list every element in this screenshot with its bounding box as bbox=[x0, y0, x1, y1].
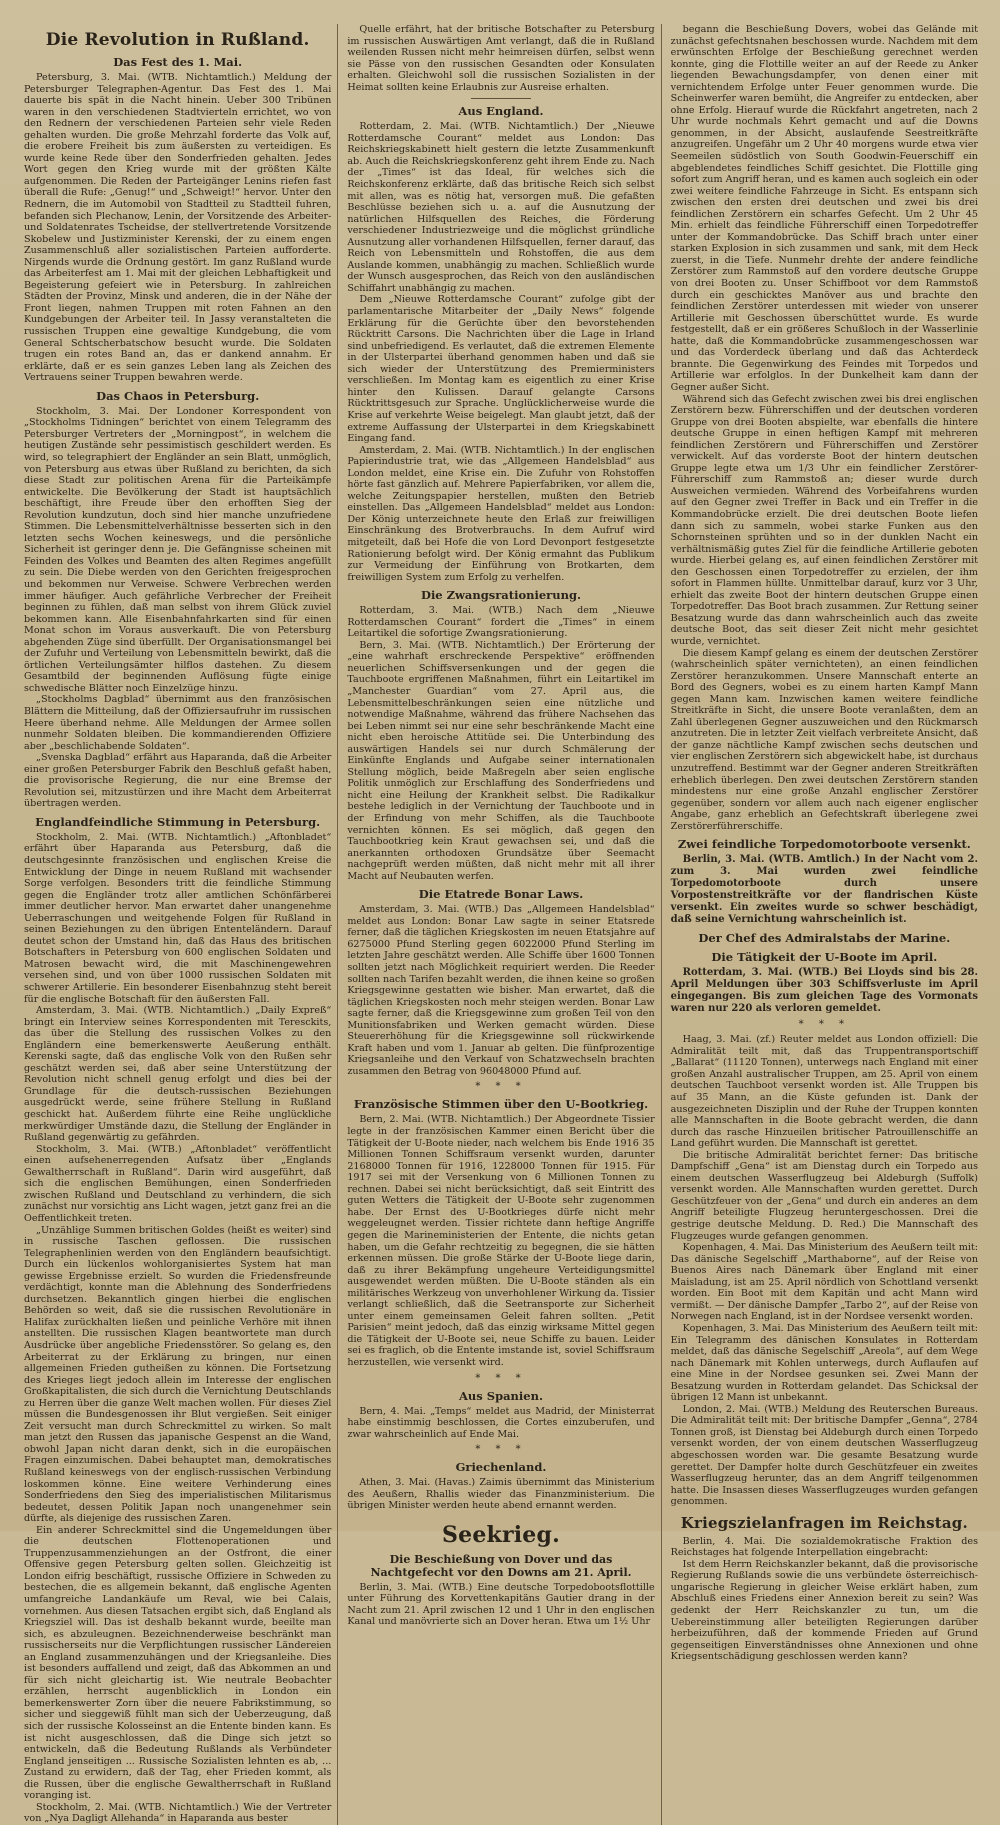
separator-stars: * * * bbox=[475, 1081, 527, 1093]
article-paragraph: Stockholm, 3. Mai. Der Londoner Korrespondent von „Stockholms Tidningen“ berichtet von einem Telegramm des Petersburger Vertreters der „Morningpost“, in welchem die heutigen Zustände sehr pessimistisch geschildert werden. Es wird, so telegraphiert der Engländer an sein Blatt, unmöglich, von Petersburg aus etwas über Rußland zu berichten, da sich diese Stadt zur politischen Arena für die Parteikämpfe entwickelte. Die Bevölkerung der Stadt ist hauptsächlich beschäftigt, ihre Freude über den erhofften Sieg der Revolution kundzutun, doch sind hier manche unzufriedene Stimmen. Die Lebensmittelverhältnisse besserten sich in den letzten sechs Wochen keineswegs, und die persönliche Sicherheit ist geringer denn je. Die Gefängnisse scheinen mit Feinden des Volkes und Beamten des alten Regimes angefüllt zu sein. Die Diebe werden von den Gerichten freigesprochen und bekommen nur Verweise. Schwere Verbrechen werden immer häufiger. Auch gefährliche Verbrecher der Freiheit beginnen zu fühlen, daß man selbst von ihrem Glück zuviel bekommen kann. Alle Eisenbahnfahrkarten sind für einen Monat schon im Voraus ausverkauft. Die von Petersburg abgehenden Züge sind überfüllt. Der Organisationsmangel bei der Zufuhr und Verteilung von Lebensmitteln bewirkt, daß die örtlichen Verteilungsämter hilflos dastehen. Zu diesem Gesamtbild der beginnenden Auflösung fügte einige schwedische Blätter noch Einzelzüge hinzu. bbox=[24, 405, 332, 694]
article-paragraph: London, 2. Mai. (WTB.) Meldung des Reuterschen Bureaus. Die Admiralität teilt mit: Der britische Dampfer „Genna“, 2784 Tonnen groß, ist Dienstag bei Aldeburgh durch einen Torpedo versenkt worden, der von einem deutschen Wasserflugzeug abgeschossen worden war. Die gesamte Besatzung wurde gerettet. Der Dampfer holte durch Geschützfeuer ein zweites Wasserflugzeug herunter, das an dem Angriff teilgenommen hatte. Die Insassen dieses Wasserflugzeuges wurden gefangen genommen. bbox=[670, 1403, 978, 1508]
subheadline-franzoesische-stimmen: Französische Stimmen über den U-Bootkrieg. bbox=[353, 1097, 649, 1112]
article-paragraph: Amsterdam, 2. Mai. (WTB. Nichtamtlich.) In der englischen Papierindustrie trat, wie das „Allgemeen Handelsblad“ aus London meldet, eine Krise ein. Die Zufuhr von Rohstoffen hörte fast gänzlich auf. Mehrere Papierfabriken, vor allem die, welche Zeitungspapier herstellen, mußten den Betrieb einstellen. Das „Allgemeen Handelsblad“ meldet aus London: Der König unterzeichnete heute den Erlaß zur freiwilligen Einschränkung des Brotverbrauchs. In dem Aufruf wird mitgeteilt, daß bei Hofe die von Lord Devonport festgesetzte Rationierung befolgt wird. Der König ermahnt das Publikum zur Vermeidung der Einführung von Brotkarten, dem freiwilligen System zum Erfolg zu verhelfen. bbox=[347, 444, 655, 583]
article-paragraph: Stockholm, 2. Mai. (WTB. Nichtamtlich.) Wie der Vertreter von „Nya Dagligt Allehanda“ in Haparanda aus bester bbox=[24, 1801, 332, 1825]
article-paragraph: Berlin, 3. Mai. (WTB.) Eine deutsche Torpedobootsflottille unter Führung des Korvettenkapitäns Gautier drang in der Nacht zum 21. April zwischen 12 und 1 Uhr in den englischen Kanal und manövrierte sich an Dover heran. Etwa um 1½ Uhr bbox=[347, 1581, 655, 1628]
subheadline-englandfeindlich: Englandfeindliche Stimmung in Petersburg. bbox=[35, 814, 321, 829]
headline-revolution: Die Revolution in Rußland. bbox=[45, 30, 310, 50]
subheadline-zwangsrationierung: Die Zwangsrationierung. bbox=[420, 588, 581, 603]
article-paragraph: Dem „Nieuwe Rotterdamsche Courant“ zufolge gibt der parlamentarische Mitarbeiter der „Daily News“ folgende Erklärung für die Gerüchte über den bevorstehenden Rücktritt Carsons. Die Nachrichten über die Lage in Irland sind unbefriedigend. Es verlautet, daß die extremen Elemente in der Ulsterpartei überhand genommen haben und daß sie sich wieder der Unterstützung des Premierministers verschließen. Im Montag kam es eigentlich zu einer Krise hinter den Kulissen. Darauf gelangte Carsons Rücktrittsgesuch zur Sprache. Unglücklicherweise wurde die Krise auf verkehrte Weise beigelegt. Man glaubt jetzt, daß der extreme Auffassung der Ulsterpartei in dem Kriegskabinett Eingang fand. bbox=[347, 294, 655, 445]
column-1 bbox=[22, 24, 331, 1825]
article-paragraph: Bern, 4. Mai. „Temps“ meldet aus Madrid, der Ministerrat habe einstimmig beschlossen, die Cortes einzuberufen, und zwar wahrscheinlich auf Ende Mai. bbox=[347, 1405, 655, 1440]
article-paragraph: Ein anderer Schreckmittel sind die Ungemeldungen über die deutschen Flottenoperationen und Truppenzusammenziehungen an der Ostfront, die einer Offensive gegen Petersburg gelten sollen. Gleichzeitig ist London eifrig beschäftigt, russische Offiziere in Schweden zu bestechen, die es allgemein bekannt, daß englische Agenten umfangreiche Landankäufe um Reval, wie bei Calais, vornehmen. Aus diesen Tatsachen ergibt sich, daß England als Kriegsziel will. Das ist deshalb bekannt wurde, beeilte man sich, es abzuleugnen. Bezeichnenderweise beschränkt man russischerseits nur die Verpflichtungen russischer Ländereien an England zusammenzuhängen und der Kriegsanleihe. Dies ist besonders auffallend und zeigt, daß das Abkommen an und für sich nicht gleichartig ist. Wie neutrale Beobachter erzählen, herrscht augenblicklich in London ein bemerkenswerter Zorn über die neuere Fabrikstimmung, so sicher und sieggewiß fühlt man sich der Ueberzeugung, daß sich der russische Kolosseinst an die Entente binden kann. Es ist nicht ausgeschlossen, daß die Dinge sich jetzt so entwickeln, daß die Bedeutung Rußlands als Verbündeter England jenseitigen ... Russische Sozialisten lehnten es ab, ... Zustand zu erwidern, daß der Tag, eher Frieden kommt, als die Russen, über die englische Gewaltherrschaft in Rußland voranging ist. bbox=[24, 1524, 332, 1802]
subheadline-aus-england: Aus England. bbox=[458, 104, 544, 119]
article-paragraph: Stockholm, 3. Mai. (WTB.) „Aftonbladet“ veröffentlicht einen aufsehenerregenden Aufsatz über „Englands Gewaltherrschaft in Rußland“. Darin wird ausgeführt, daß sich die englischen Bemühungen, einen Sonderfrieden zwischen Rußland und Deutschland zu verhindern, die sich zunächst nur vorsichtig ans Licht wagen, jetzt ganz frei an die Oeffentlichkeit treten. bbox=[24, 1143, 332, 1224]
article-paragraph: Die britische Admiralität berichtet ferner: Das britische Dampfschiff „Gena“ ist am Dienstag durch ein Torpedo aus einem deutschen Wasserflugzeug bei Aldeburgh (Suffolk) versenkt worden. Alle Mannschaften wurden gerettet. Durch Geschützfeuer von der „Gena“ und durch ein anderes an dem Angriff beteiligte Flugzeug heruntergeschossen. Drei die gestrige deutsche Meldung. D. Red.) Die Mannschaft des Flugzeuges wurde gefangen genommen. bbox=[670, 1149, 978, 1242]
article-paragraph: Rotterdam, 3. Mai. (WTB.) Bei Lloyds sind bis 28. April Meldungen über 303 Schiffsverluste im April eingegangen. Bis zum gleichen Tage des Vormonats waren nur 220 als verloren gemeldet. bbox=[670, 967, 978, 1015]
article-paragraph: „Stockholms Dagblad“ übernimmt aus den französischen Blättern die Mitteilung, daß der Offiziersaufruhr im russischen Heere überhand nehme. Alle Meldungen der Armee sollen nunmehr Soldaten bleiben. Die kommandierenden Offiziere aber „beschlichabende Soldaten“. bbox=[24, 694, 332, 752]
article-paragraph: Haag, 3. Mai. (zf.) Reuter meldet aus London offiziell: Die Admiralität teilt mit, daß das Truppentransportschiff „Ballarat“ (11120 Tonnen), unterwegs nach England mit einer großen Anzahl australischer Truppen, am 25. April von einem deutschen Tauchboot versenkt worden ist. Alle Truppen bis auf 35 Mann, an die Küste gefunden ist. Dank der ausgezeichneten Disziplin und der Ruhe der Truppen konnten alle Mannschaften in die Boote gebracht werden, die dann durch das rasche Hinzueilen britischer Patrouillenschiffe an Land geführt wurden. Die Mannschaft ist gerettet. bbox=[670, 1034, 978, 1150]
article-paragraph: Kopenhagen, 4. Mai. Das Ministerium des Aeußern teilt mit: Das dänische Segelschiff „Marthaborne“, auf der Reise von Buenos Aires nach Dänemark über England mit einer Maisladung, ist am 25. April nördlich von Schottland versenkt worden. Ein Boot mit dem Kapitän und acht Mann wird vermißt. — Der dänische Dampfer „Tarbo 2“, auf der Reise von Norwegen nach England, ist in der Nordsee versenkt worden. bbox=[670, 1242, 978, 1323]
separator-stars: * * * bbox=[475, 1372, 527, 1384]
article-paragraph: Rotterdam, 3. Mai. (WTB.) Nach dem „Nieuwe Rotterdamschen Courant“ fordert die „Times“ in einem Leitartikel die sofortige Zwangsrationierung. bbox=[347, 605, 655, 640]
subheadline-etatrede: Die Etatrede Bonar Laws. bbox=[418, 887, 584, 902]
column-2 bbox=[345, 24, 654, 1825]
article-paragraph: Quelle erfährt, hat der britische Botschafter zu Petersburg im russischen Auswärtigen Amt verlangt, daß die in Rußland weilenden Russen nicht mehr heimreisen dürfen, selbst wenn sie Pässe von den russischen Gesandten oder Konsulaten erhalten. Gleichwohl soll die russischen Sozialisten in der Heimat sollten keine Erlaubnis zur Ausreise erhalten. bbox=[347, 24, 655, 93]
article-paragraph: Amsterdam, 3. Mai. (WTB.) Das „Allgemeen Handelsblad“ meldet aus London: Bonar Law sagte in seiner Etatsrede ferner, daß die täglichen Kriegskosten im neuen Etatsjahre auf 6275000 Pfund Sterling gegen 6022000 Pfund Sterling im letzten Jahre geschätzt werden. Alle Schiffe über 1600 Tonnen sollten jetzt nach Möglichkeit requiriert werden. Die Reeder sollten nach Tarifen bezahlt werden, die ihnen keine so großen Kriegsgewinne gestatten wie bisher. Man erwartet, daß die täglichen Kriegskosten noch mehr steigen werden. Bonar Law sagte ferner, daß die Kriegsgewinne zum großen Teil von den Munitionsfabriken und Werken gemacht würden. Diese Steuererhöhung für die Kriegsgewinne soll rückwirkende Kraft haben und vom 1. Januar ab gelten. Die fünfprozentige Kriegsanleihe und den Verkauf von Schatzwechseln brachten zusammen den Betrag von 96048000 Pfund auf. bbox=[347, 904, 655, 1077]
article-paragraph: Petersburg, 3. Mai. (WTB. Nichtamtlich.) Meldung der Petersburger Telegraphen-Agentur. Das Fest des 1. Mai dauerte bis spät in die Nacht hinein. Ueber 300 Tribünen waren in den verschiedenen Stadtvierteln errichtet, wo von den Rednern der verschiedenen Parteien sehr viele Reden gehalten wurden. Die große Mehrzahl forderte das Volk auf, die erobere Freiheit bis zum äußersten zu verteidigen. Es wurde keine Rede über den Sonderfrieden gehalten. Jedes Wort gegen den Krieg wurde mit der größten Kälte aufgenommen. Die Reden der Parteigänger Lenins riefen fast überall die Rufe: „Genug!“ und „Schweigt!“ hervor. Unter den Rednern, die im Automobil von Stadtteil zu Stadtteil fuhren, befanden sich Plechanow, Lenin, der Vorsitzende des Arbeiter- und Soldatenrates Tscheidse, der stellvertretende Vorsitzende Skobelew und Justizminister Kerenski, der zu einem engen Zusammenschluß aller sozialistischen Parteien aufforderte. Nirgends wurde die Ordnung gestört. Im ganz Rußland wurde das Arbeiterfest am 1. Mai mit der gleichen Lebhaftigkeit und Begeisterung gefeiert wie in Petersburg. In zahlreichen Städten der Provinz, Minsk und anderen, die in der Nähe der Front liegen, nahmen Truppen mit roten Fahnen an den Kundgebungen der Arbeiter teil. In Jassy veranstalteten die russischen Truppen eine gewaltige Kundgebung, die vom General Schtscherbatschow besucht wurde. Die Soldaten trugen ein rotes Band an, das er dankend annahm. Er erklärte, daß er es sein ganzes Leben lang als Zeichen des Vertrauens seiner Truppen bewahren werde. bbox=[24, 72, 332, 384]
article-paragraph: Ist dem Herrn Reichskanzler bekannt, daß die provisorische Regierung Rußlands sowie die uns verbündete österreichisch-ungarische Regierung in gleicher Weise erklärt haben, zum Abschluß eines Friedens einer Annexion bereit zu sein? Was gedenkt der Herr Reichskanzler zu tun, um die Uebereinstimmung aller beteiligten Regierungen darüber herbeizuführen, daß der kommende Frieden auf Grund gegenseitigen Einverständnisses ohne Annexionen und ohne Kriegsentschädigung geschlossen werden kann? bbox=[670, 1558, 978, 1663]
signature-admiralstab: Der Chef des Admiralstabs der Marine. bbox=[698, 931, 951, 946]
article-paragraph: Rotterdam, 2. Mai. (WTB. Nichtamtlich.) Der „Nieuwe Rotterdamsche Courant“ meldet aus London: Das Reichskriegskabinett hielt gestern die letzte Zusammenkunft ab. Auch die Reichskriegskonferenz geht ihrem Ende zu. Nach der „Times“ ist das Ideal, für welches sich die Reichskonferenz erklärte, daß das britische Reich sich selbst mit allen, was es nötig hat, versorgen muß. Die gefaßten Beschlüsse beziehen sich u. a. auf die Ausnutzung der natürlichen Hilfsquellen des Reiches, die Förderung verschiedener Industriezweige und die möglichst gründliche Ausnutzung aller vorhandenen Hilfsquellen, ferner darauf, das Reich von Lebensmitteln und Rohstoffen, die aus dem Auslande kommen, unabhängig zu machen. Schließlich wurde der Wunsch ausgesprochen, das Reich von den ausländischen Schiffahrt unabhängig zu machen. bbox=[347, 121, 655, 294]
article-paragraph: Berlin, 3. Mai. (WTB. Amtlich.) In der Nacht vom 2. zum 3. Mai wurden zwei feindliche Torpedomotorboote durch unsere Vorpostenstreitkräfte vor der flandrischen Küste versenkt. Ein zweites wurde so schwer beschädigt, daß seine Vernichtung wahrscheinlich ist. bbox=[670, 854, 978, 926]
article-paragraph: „Svenska Dagblad“ erfährt aus Haparanda, daß die Arbeiter einer großen Petersburger Fabrik den Beschluß gefaßt haben, die provisorische Regierung, die nur eine Bremse der Revolution sei, mitzustürzen und ihre Macht dem Arbeiterrat übertragen werden. bbox=[24, 752, 332, 810]
article-paragraph: Bern, 3. Mai. (WTB. Nichtamtlich.) Der Erörterung der „eine wahrhaft erschreckende Perspektive“ eröffnenden neuerlichen Schiffsversenkungen und der gegen die Tauchboote ergriffenen Maßnahmen, führt ein Leitartikel im „Manchester Guardian“ vom 27. April aus, die Lebensmittelbeschränkungen seien eine nützliche und notwendige Maßnahme, während das frühere Nachsehen das bei Leben nimmt sei nur eine sehr beschränkende Macht eine nicht eben heroische Attitüde sei. Die Unterbindung des auswärtigen Handels sei nur durch Schmälerung der Einkünfte Englands und Aufgabe seiner internationalen Stellung möglich, beide Maßregeln aber seien englische Politik unmöglich zur Erschlaffung des Sonderfriedens und nicht eine Heilung der Krankheit selbst. Die Radikalkur bestehe lediglich in der Vernichtung der Tauchboote und in der Erfindung von mehr Schiffen, als die Tauchboote vernichten können. Es sei möglich, daß gegen den Tauchbootkrieg kein Kraut gewachsen sei, und daß die anerkannten orthodoxen Grundsätze über Seemacht nachgeprüft werden müßten, daß nicht mehr mit all ihrer Macht auf Neubauten werfen. bbox=[347, 639, 655, 882]
subheadline-dover: Die Beschießung von Dover und das Nachtgefecht vor den Downs am 21. April. bbox=[370, 1552, 632, 1579]
column-3 bbox=[669, 24, 978, 1825]
headline-kriegszielanfragen: Kriegszielanfragen im Reichstag. bbox=[680, 1513, 968, 1532]
article-paragraph: Stockholm, 2. Mai. (WTB. Nichtamtlich.) „Aftonbladet“ erfährt über Haparanda aus Petersburg, daß die deutschgesinnte französischen und englischen Kreise die Entwicklung der Dinge in neuem Rußland mit wachsender Sorge verfolgen. Besonders tritt die feindliche Stimmung gegen die Engländer trotz aller amtlichen Schönfärberei immer deutlicher hervor. Man erwartet daher unangenehme Ueberraschungen und weitgehende Folgen für Rußland in seinen Beziehungen zu den übrigen Ententeländern. Darauf deutet schon der Umstand hin, daß das Haus des britischen Botschafters in Petersburg von 600 englischen Soldaten und Matrosen bewacht wird, die mit Maschinengewehren versehen sind, und von über 1000 russischen Soldaten mit schwerer Artillerie. Ein besonderer Eisenbahnzug steht bereit für die englische Botschaft für den äußersten Fall. bbox=[24, 831, 332, 1005]
subheadline-fest: Das Fest des 1. Mai. bbox=[113, 55, 243, 69]
headline-seekrieg: Seekrieg. bbox=[442, 1521, 560, 1548]
article-paragraph: „Unzählige Summen britischen Goldes (heißt es weiter) sind in russische Taschen geflossen. Die russischen Telegraphenlinien werden von den Engländern beaufsichtigt. Durch ein lückenlos wohlorganisiertes System hat man gewisse Ergebnisse erzielt. So wurden die Friedensfreunde verdächtigt, konnte man die Ablehnung des Sonderfriedens durchsetzen. Bekanntlich gingen hierbei die englischen Behörden so weit, daß sie die russischen Revolutionäre in Halifax zurückhalten ließen und peinliche Verhöre mit ihnen anstellten. Die russischen Klagen beantwortete man durch Ausdrücke über angebliche Friedensstörer. So gelang es, den Arbeiterrat zu der Erklärung zu bringen, nur einen allgemeinen Frieden gutheißen zu können. Die Fortsetzung des Krieges liegt jedoch allein im Interesse der englischen Großkapitalisten, die sich durch die Vernichtung Deutschlands zu Herren über die ganze Welt machen wollen. Für dieses Ziel müssen die Bundesgenossen ihr Blut vergießen. Seit einiger Zeit versucht man durch Schreckmittel zu wirken. So malt man jetzt den Russen das japanische Gespenst an die Wand, obwohl Japan nicht daran denkt, sich in die europäischen Fragen einzumischen. Dabei behauptet man, demokratisches Rußland keineswegs von der englisch-russischen Verbindung loskommen könne. Eine weitere Verhinderung eines Sonderfriedens den Sieg des imperialistischen Militarismus bedeutet, dessen Politik Japan noch unangenehmer sein dürfte, als diejenige des russischen Zaren. bbox=[24, 1224, 332, 1525]
subheadline-torpedomotorboote: Zwei feindliche Torpedomotorboote versenkt. bbox=[677, 837, 971, 852]
article-paragraph: Amsterdam, 3. Mai. (WTB. Nichtamtlich.) „Daily Expreß“ bringt ein Interview seines Korrespondenten mit Teresckits, das über die Stellung des russischen Volkes zu den Engländern eine bemerkenswerte Aeußerung enthält. Kerenski sagte, daß das englische Volk von den Rußen sehr geschätzt werden sei, daß aber seine Unterstützung der Revolution nicht schnell genug erfolgt und dies bei der Grundlage für die deutsch-russischen Beziehungen ausgedrückt werde, seine frühere Stellung in Rußland geschickt hat. Außerdem führte eine Reihe unglückliche merkwürdiger Umstände dazu, die Stellung der Engländer in Rußland gegenwärtig zu gefährden. bbox=[24, 1005, 332, 1144]
subheadline-spanien: Aus Spanien. bbox=[459, 1388, 543, 1403]
separator-stars: * * * bbox=[798, 1019, 850, 1031]
divider bbox=[471, 98, 531, 99]
subheadline-chaos: Das Chaos in Petersburg. bbox=[96, 388, 260, 403]
article-paragraph: Bern, 2. Mai. (WTB. Nichtamtlich.) Der Abgeordnete Tissier legte in der französischen Kammer einen Bericht über die Tätigkeit der U-Boote nieder, nach welchem bis Ende 1916 35 Millionen Tonnen Schiffsraum versenkt wurden, darunter 2168000 Tonnen für 1916, 1228000 Tonnen für 1915. Für 1917 sei mit der Versenkung von 6 Millionen Tonnen zu rechnen. Dabei sei nicht berücksichtigt, daß seit Eintritt des guten Wetters die Tätigkeit der U-Boote sehr zugenommen habe. Der Ernst des U-Bootkrieges dürfe nicht mehr weggeleugnet werden. Tissier richtete dann heftige Angriffe gegen die Marineministerien der Entente, die nichts getan haben, um die Gefahr rechtzeitig zu begegnen, die sie hätten erkennen müssen. Die große Stärke der U-Boote liege darin, daß zu ihrer Bekämpfung ungeheure Verteidigungsmittel ausgewendet werden müßten. Die U-Boote ständen als ein militärisches Werkzeug von unverhohlener Wirkung da. Tissier verlangt schließlich, daß die Seetransporte zur Sicherheit unter einem gemeinsamen Geleit fahren sollten. „Petit Parisien“ meint jedoch, daß das einzig wirksame Mittel gegen die Tätigkeit der U-Boote sei, neue Schiffe zu bauen. Leider sei es fraglich, ob die Entente imstande ist, soviel Schiffsraum herzustellen, wie versenkt wird. bbox=[347, 1114, 655, 1368]
article-paragraph: begann die Beschießung Dovers, wobei das Gelände mit zunächst gefechtsnahen beschossen wurde. Nachdem mit dem erwünschten Erfolge der Beschießung gerechnet werden konnte, ging die Flottille weiter an auf der Reede zu Anker liegenden Bewachungsdampfer, von denen einer mit vernichtendem Erfolge unter Feuer genommen wurde. Die Scheinwerfer waren bemüht, die Angreifer zu entdecken, aber ohne Erfolg. Hierauf wurde die Rückfahrt angetreten, nach 2 Uhr wurde nochmals Kehrt gemacht und auf die Downs genommen, in der Absicht, auslaufende Seestreitkräfte anzugreifen. Ungefähr um 2 Uhr 40 morgens wurde etwa vier Seemeilen südöstlich von South Goodwin-Feuerschiff ein abgeblendetes feindliches Schiff gesichtet. Die Flottille ging sofort zum Angriff heran, und es kamen auch sogleich ein oder zwei weitere feindliche Fahrzeuge in Sicht. Es entspann sich zwischen den ersten drei deutschen und zwei bis drei feindlichen Zerstörern ein scharfes Gefecht. Um 2 Uhr 45 Min. erhielt das feindliche Führerschiff einen Torpedotreffer unter der Kommandobrücke. Das Schiff brach unter einer starken Explosion in sich zusammen und sank, mit dem Heck zuerst, in die Tiefe. Nunmehr drehte der andere feindliche Zerstörer zum Rammstoß auf den vordere deutsche Gruppe von drei Booten zu. Unser Schiffboot vor dem Rammstoß durch ein geschicktes Manöver aus und brachte den feindlichen Zerstörer unterdessen mit wieder von unserer Artillerie mit Geschossen überschüttet wurde. Es wurde festgestellt, daß er ein größeres Schußloch in der Wasserlinie hatte, daß die Kommandobrücke zusammengeschossen war und das Vorderdeck überlang und daß das Achterdeck brannte. Die Gegenwirkung des Feindes mit Torpedos und Artillerie war erfolglos. In der Dunkelheit kam dann der Gegner außer Sicht. bbox=[670, 24, 978, 393]
article-paragraph: Die diesem Kampf gelang es einem der deutschen Zerstörer (wahrscheinlich später vernichteten), an einen feindlichen Zerstörer heranzukommen. Unsere Mannschaft enterte an Bord des Gegners, wobei es zu einem harten Kampf Mann gegen Mann kam. Inzwischen kamen weitere feindliche Streitkräfte in Sicht, die unsere Boote veranlaßten, dem an Zahl überlegenen Gegner auszuweichen und den Rückmarsch anzutreten. Die in letzter Zeit vielfach verbreitete Ansicht, daß der ganze nächtliche Kampf zwischen sechs deutschen und vier englischen Zerstörern sich abgewickelt habe, ist durchaus unzutreffend. Bestimmt war der Gegner anderen Streitkräften erheblich überlegen. Den zwei deutschen Zerstörern standen mindestens nur eine große Anzahl englischer Zerstörer gegenüber, sondern vor allem auch nach eigener englischer Angabe, ganz erheblich an Gefechtskraft überlegene zwei Zerstörerführerschiffe. bbox=[670, 647, 978, 832]
subheadline-griechenland: Griechenland. bbox=[455, 1460, 547, 1475]
separator-stars: * * * bbox=[475, 1444, 527, 1456]
article-paragraph: Berlin, 4. Mai. Die sozialdemokratische Fraktion des Reichstages hat folgende Interpellation eingebracht: bbox=[670, 1535, 978, 1559]
article-paragraph: Während sich das Gefecht zwischen zwei bis drei englischen Zerstörern bezw. Führerschiffen und der deutschen vorderen Gruppe von drei Booten abspielte, war ebenfalls die hintere deutsche Gruppe in einen heftigen Kampf mit mehreren feindlichen Zerstörern und Führerschiffen und Zerstörer verwickelt. Auf das vorderste Boot der hintern deutschen Gruppe legte etwa um 1/3 Uhr ein feindlicher Zerstörer-Führerschiff zum Rammstoß an; dieser wurde durch Ausweichen vermieden. Während des Vorbeifahrens wurden auf den Gegner zwei Treffer in Back und ein Treffer in die Kommandobrücke erzielt. Die drei deutschen Boote liefen dann sich zu sammeln, wobei starke Funken aus den Schornsteinen sprühten und so in der dunklen Nacht ein verhältnismäßig gutes Ziel für die feindliche Artillerie geboten wurde. Hierbei gelang es, auf einen feindlichen Zerstörer mit den Geschossen einen Torpedotreffer zu erzielen, der ihm sofort in Flammen hüllte. Unmittelbar darauf, kurz vor 3 Uhr, erhielt das zweite Boot der hintern deutschen Gruppe einen Torpedotreffer. Das Boot brach zusammen. Zur Rettung seiner Besatzung wurde das dann wahrscheinlich auch das zweite deutsche Boot, das seit dieser Zeit nicht mehr gesichtet wurde, vernichtet. bbox=[670, 393, 978, 647]
article-paragraph: Kopenhagen, 3. Mai. Das Ministerium des Aeußern teilt mit: Ein Telegramm des dänischen Konsulates in Rotterdam meldet, daß das dänische Segelschiff „Areola“, auf dem Wege nach Dänemark mit Kohlen unterwegs, durch Auflaufen auf eine Mine in der Nordsee gesunken sei. Zwei Mann der Besatzung wurden in Rotterdam gelandet. Das Schicksal der übrigen 12 Mann ist unbekannt. bbox=[670, 1322, 978, 1404]
article-paragraph: Athen, 3. Mai. (Havas.) Zaimis übernimmt das Ministerium des Aeußern, Rhallis wieder das Finanzministerium. Die übrigen Minister werden heute abend ernannt werden. bbox=[347, 1477, 655, 1512]
subheadline-u-boote-april: Die Tätigkeit der U-Boote im April. bbox=[711, 950, 938, 965]
